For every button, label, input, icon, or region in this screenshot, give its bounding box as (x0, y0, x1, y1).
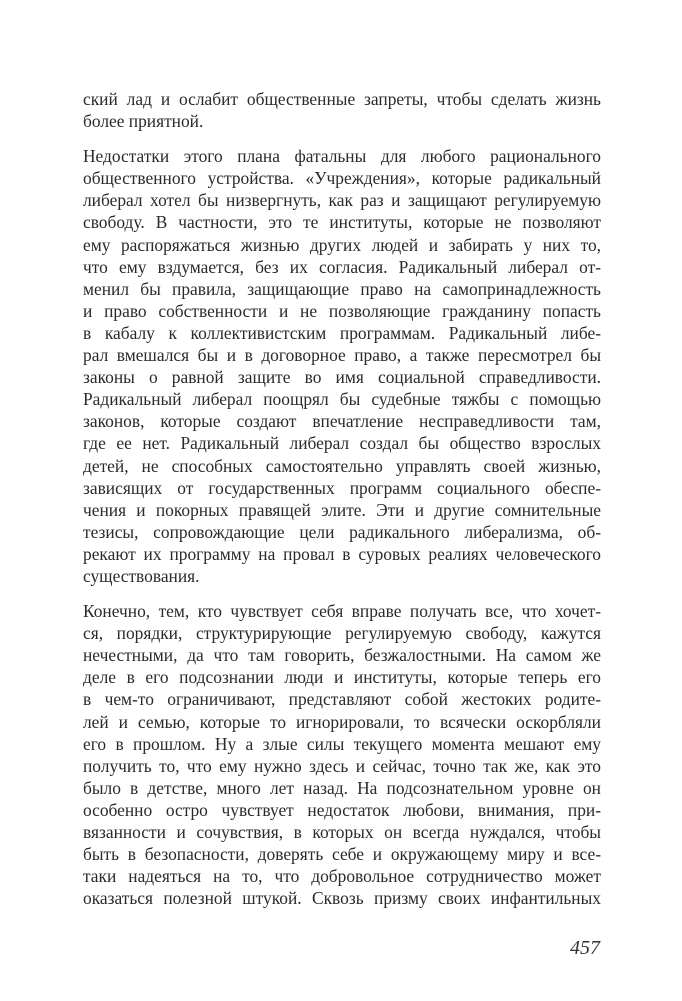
text-line: таки надеяться на то, что добровольное сотрудничество может (83, 866, 601, 887)
text-line: чения и покорных правящей элите. Эти и другие сомнительные (83, 499, 601, 520)
text-line: быть в безопасности, доверять себе и окружающему миру и все- (83, 844, 601, 865)
text-line: более приятной. (83, 111, 204, 132)
page-number: 457 (570, 937, 600, 959)
text-line: оказаться полезной штукой. Сквозь призму своих инфантильных (83, 888, 601, 909)
text-line: либерал хотел бы низвергнуть, как раз и защищают регулируемую (83, 190, 601, 211)
text-line: законов, которые создают впечатление несправедливости там, (83, 411, 601, 432)
text-line: деле в его подсознании люди и институты, которые теперь его (83, 667, 601, 688)
text-line: тезисы, сопровождающие цели радикального либерализма, об- (83, 521, 601, 542)
text-line: Конечно, тем, кто чувствует себя вправе получать все, что хочет- (83, 601, 601, 622)
text-line: свободу. В частности, это те институты, которые не позволяют (83, 212, 601, 233)
text-line: ся, порядки, структурирующие регулируемую свободу, кажутся (83, 623, 601, 644)
text-line: где ее нет. Радикальный либерал создал бы общество взрослых (83, 433, 601, 454)
text-line: ский лад и ослабит общественные запреты, чтобы сделать жизнь (83, 89, 601, 109)
text-line: и право собственности и не позволяющие гражданину попасть (83, 300, 601, 321)
text-line: законы о равной защите во имя социальной справедливости. (83, 367, 601, 388)
paragraph (83, 88, 601, 132)
page-body (83, 88, 601, 922)
text-line: общественного устройства. «Учреждения», которые радикальный (83, 168, 601, 189)
text-line: детей, не способных самостоятельно управлять своей жизнью, (83, 455, 601, 476)
text-line: рал вмешался бы и в договорное право, а также пересмотрел бы (83, 345, 601, 366)
text-line: Радикальный либерал поощрял бы судебные тяжбы с помощью (83, 389, 601, 410)
text-line: особенно остро чувствует недостаток любови, внимания, при- (83, 799, 601, 820)
text-line: вязанности и сочувствия, в которых он всегда нуждался, чтобы (83, 822, 601, 842)
text-line: лей и семью, которые то игнорировали, то всячески оскорбляли (83, 711, 601, 732)
text-line: менил бы правила, защищающие право на самопринадлежность (83, 278, 601, 299)
text-line: что ему вздумается, без их согласия. Радикальный либерал от- (83, 256, 601, 277)
text-line: нечестными, да что там говорить, безжалостными. На самом же (83, 645, 601, 666)
text-line: в кабалу к коллективистским программам. Радикальный либе- (83, 322, 601, 343)
text-line: Недостатки этого плана фатальны для любого рационального (83, 146, 601, 167)
paragraph (83, 145, 601, 587)
text-line: ему распоряжаться жизнью других людей и забирать у них то, (83, 234, 601, 255)
paragraph (83, 600, 601, 909)
text-line: существования. (83, 565, 200, 586)
text-line: было в детстве, много лет назад. На подсознательном уровне он (83, 777, 601, 798)
text-line: в чем-то ограничивают, представляют собой жестоких родите- (83, 689, 601, 710)
text-line: его в прошлом. Ну а злые силы текущего момента мешают ему (83, 733, 601, 754)
text-line: получить то, что ему нужно здесь и сейчас, точно так же, как это (83, 755, 601, 776)
text-line: рекают их программу на провал в суровых реалиях человеческого (83, 543, 601, 564)
text-line: зависящих от государственных программ социального обеспе- (83, 477, 601, 498)
